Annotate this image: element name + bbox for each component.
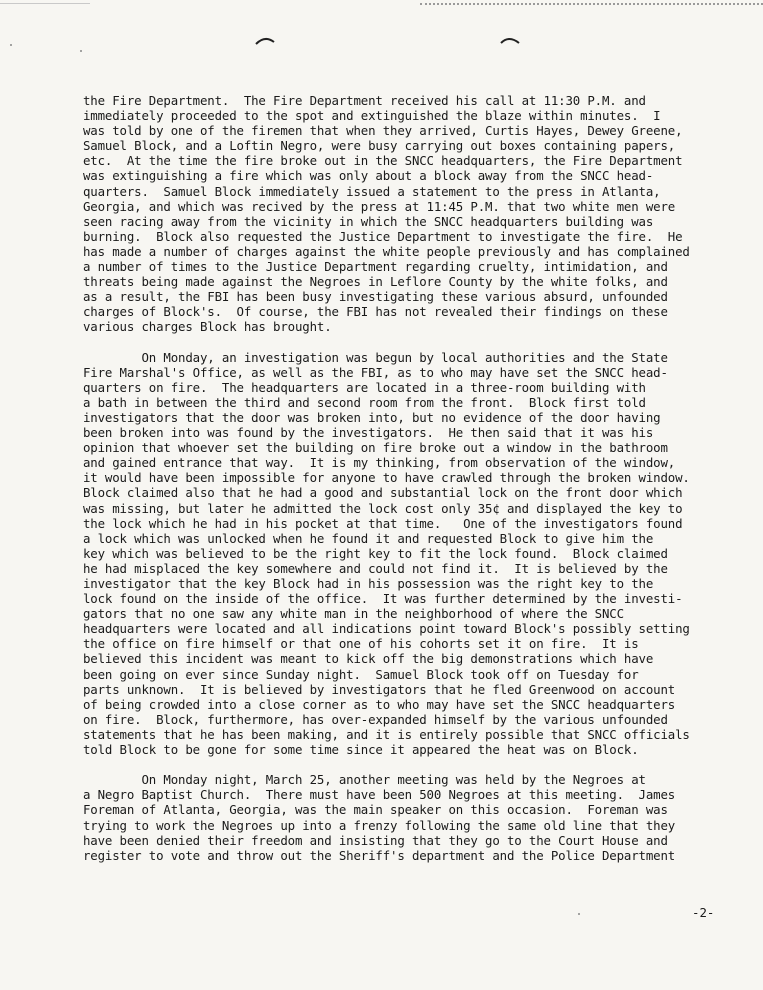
text-line: quarters on fire. The headquarters are located in a three-room building with	[83, 379, 646, 395]
text-line: Fire Marshal's Office, as well as the FBI, as to who may have set the SNCC head-	[83, 364, 668, 380]
text-line: the lock which he had in his pocket at that time. One of the investigators found	[83, 515, 683, 531]
text-line: of being crowded into a close corner as to who may have set the SNCC headquarters	[83, 696, 676, 712]
text-line: told Block to be gone for some time since it appeared the heat was on Block.	[83, 742, 639, 758]
paragraph-gap	[83, 757, 723, 772]
text-line: seen racing away from the vicinity in which the SNCC headquarters building was	[83, 213, 654, 229]
text-line: Georgia, and which was recived by the press at 11:45 P.M. that two white men were	[83, 198, 676, 214]
text-line: a lock which was unlocked when he found it and requested Block to give him the	[83, 530, 654, 546]
text-line: threats being made against the Negroes in Leflore County by the white folks, and	[83, 274, 668, 290]
text-line: Block claimed also that he had a good and substantial lock on the front door which	[83, 485, 683, 501]
text-line: was told by one of the firemen that when they arrived, Curtis Hayes, Dewey Greene,	[83, 123, 683, 139]
scan-speck	[578, 913, 580, 915]
text-line: statements that he has been making, and it is entirely possible that SNCC officials	[83, 726, 690, 742]
text-line: quarters. Samuel Block immediately issued a statement to the press in Atlanta,	[83, 183, 661, 199]
text-line: he had misplaced the key somewhere and could not find it. It is believed by the	[83, 560, 668, 576]
text-line: charges of Block's. Of course, the FBI has not revealed their findings on these	[83, 304, 668, 320]
text-line: burning. Block also requested the Justice Department to investigate the fire. He	[83, 228, 683, 244]
top-dotted-rule	[420, 3, 763, 5]
text-line: has made a number of charges against the white people previously and has complained	[83, 243, 690, 259]
text-line: a bath in between the third and second room from the front. Block first told	[83, 394, 646, 410]
text-line: it would have been impossible for anyone to have crawled through the broken window.	[83, 470, 690, 486]
text-line: key which was believed to be the right key to fit the lock found. Block claimed	[83, 545, 668, 561]
binder-hole-mark-right	[500, 36, 520, 46]
top-edge-rule	[0, 3, 90, 4]
text-line: immediately proceeded to the spot and extinguished the blaze within minutes. I	[83, 108, 661, 124]
scan-speck	[10, 44, 12, 46]
text-line: as a result, the FBI has been busy investigating these various absurd, unfounded	[83, 289, 668, 305]
text-line: On Monday night, March 25, another meeting was held by the Negroes at	[83, 772, 646, 788]
text-line: been going on ever since Sunday night. Samuel Block took off on Tuesday for	[83, 666, 639, 682]
text-line: a Negro Baptist Church. There must have been 500 Negroes at this meeting. James	[83, 787, 676, 803]
text-line: a number of times to the Justice Department regarding cruelty, intimidation, and	[83, 259, 668, 275]
binder-hole-mark-left	[255, 36, 275, 46]
text-line: etc. At the time the fire broke out in the SNCC headquarters, the Fire Department	[83, 153, 683, 169]
text-line: was missing, but later he admitted the lock cost only 35¢ and displayed the key to	[83, 500, 683, 516]
scan-speck	[80, 50, 82, 52]
text-line: Samuel Block, and a Loftin Negro, were busy carrying out boxes containing papers,	[83, 138, 676, 154]
text-line: headquarters were located and all indications point toward Block's possibly setting	[83, 621, 690, 637]
text-line: gators that no one saw any white man in the neighborhood of where the SNCC	[83, 606, 624, 622]
page-number: -2-	[692, 905, 715, 920]
text-line: investigators that the door was broken into, but no evidence of the door having	[83, 409, 661, 425]
text-line: the office on fire himself or that one of his cohorts set it on fire. It is	[83, 636, 639, 652]
text-line: believed this incident was meant to kick off the big demonstrations which have	[83, 651, 654, 667]
text-line: opinion that whoever set the building on fire broke out a window in the bathroom	[83, 440, 668, 456]
text-line: have been denied their freedom and insisting that they go to the Court House and	[83, 832, 668, 848]
text-line: been broken into was found by the investigators. He then said that it was his	[83, 425, 654, 441]
text-line: Foreman of Atlanta, Georgia, was the main speaker on this occasion. Foreman was	[83, 802, 668, 818]
text-line: On Monday, an investigation was begun by local authorities and the State	[83, 349, 668, 365]
document-body	[83, 93, 723, 863]
text-line: investigator that the key Block had in his possession was the right key to the	[83, 576, 654, 591]
text-line: parts unknown. It is believed by investigators that he fled Greenwood on account	[83, 681, 676, 697]
text-line: and gained entrance that way. It is my thinking, from observation of the window,	[83, 455, 676, 471]
text-line: on fire. Block, furthermore, has over-expanded himself by the various unfounded	[83, 711, 668, 727]
text-line: was extinguishing a fire which was only about a block away from the SNCC head-	[83, 168, 654, 184]
paragraph-gap	[83, 335, 723, 350]
text-line: lock found on the inside of the office. It was further determined by the investi-	[83, 591, 683, 607]
text-line: various charges Block has brought.	[83, 319, 332, 335]
text-line: the Fire Department. The Fire Department received his call at 11:30 P.M. and	[83, 93, 646, 108]
text-line: trying to work the Negroes up into a frenzy following the same old line that they	[83, 817, 676, 833]
text-line: register to vote and throw out the Sheriff's department and the Police Department	[83, 847, 676, 863]
